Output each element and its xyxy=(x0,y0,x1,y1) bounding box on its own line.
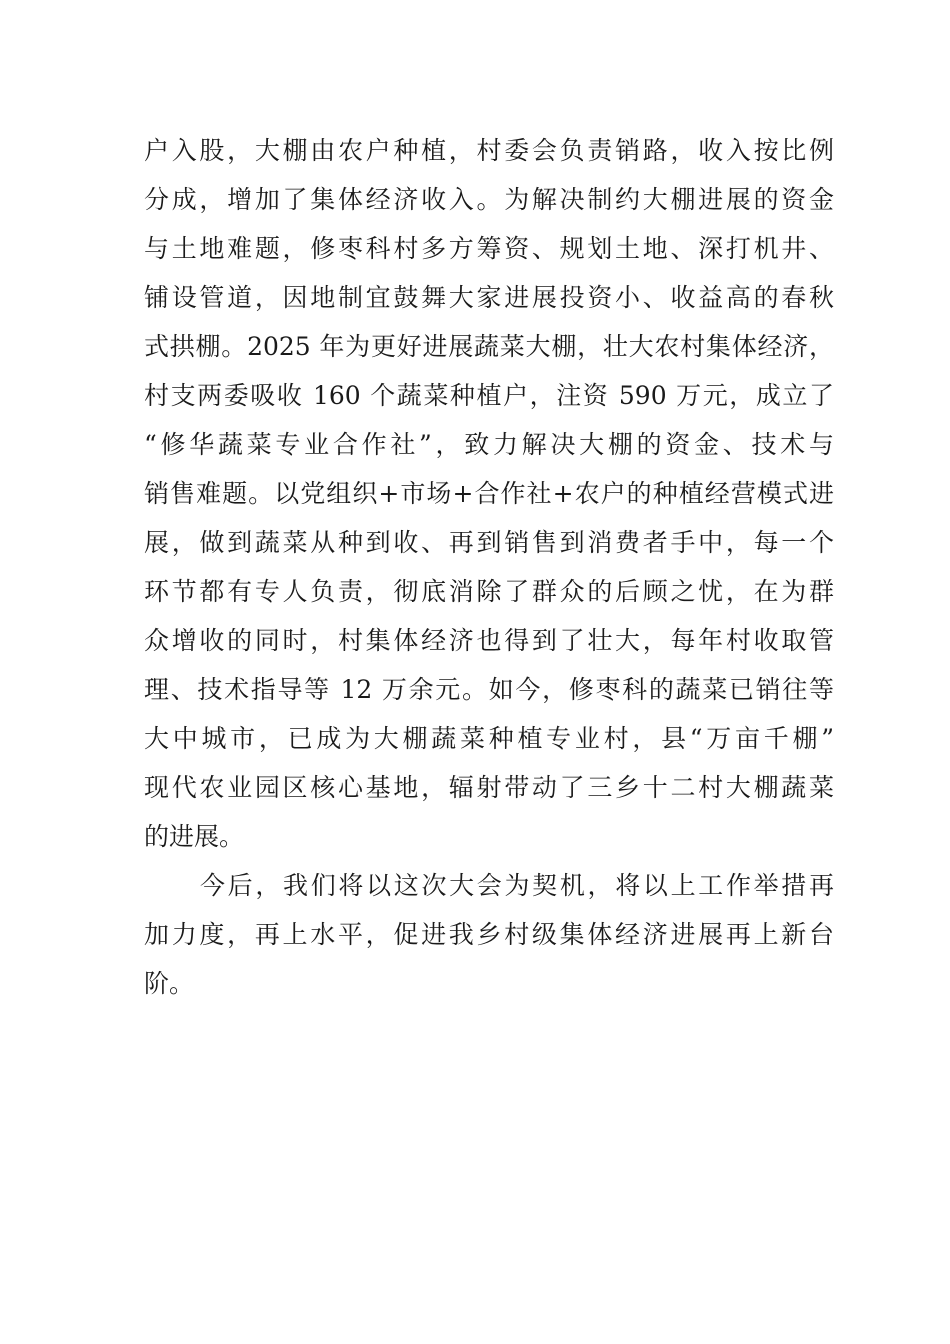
text-line: 村支两委吸收 160 个蔬菜种植户，注资 590 万元，成立了 xyxy=(144,381,834,410)
text-line: 的进展。 xyxy=(144,822,245,851)
text-line: 理、技术指导等 12 万余元。如今，修枣科的蔬菜已销往等 xyxy=(144,675,834,704)
text-line: 分成，增加了集体经济收入。为解决制约大棚进展的资金 xyxy=(144,185,834,214)
text-line: 式拱棚。2025 年为更好进展蔬菜大棚，壮大农村集体经济， xyxy=(144,332,834,361)
text-line: 阶。 xyxy=(144,969,195,998)
text-line: 今后，我们将以这次大会为契机，将以上工作举措再 xyxy=(200,871,834,900)
text-line: 加力度，再上水平，促进我乡村级集体经济进展再上新台 xyxy=(144,920,834,949)
text-line: 展，做到蔬菜从种到收、再到销售到消费者手中，每一个 xyxy=(144,528,834,557)
text-line: 众增收的同时，村集体经济也得到了壮大，每年村收取管 xyxy=(144,626,834,655)
text-line: “修华蔬菜专业合作社”，致力解决大棚的资金、技术与 xyxy=(144,430,834,459)
text-line: 铺设管道，因地制宜鼓舞大家进展投资小、收益高的春秋 xyxy=(144,283,834,312)
body-text xyxy=(144,126,834,1008)
text-line: 大中城市，已成为大棚蔬菜种植专业村，县“万亩千棚” xyxy=(144,724,834,753)
text-line: 现代农业园区核心基地，辐射带动了三乡十二村大棚蔬菜 xyxy=(144,773,834,802)
text-line: 与土地难题，修枣科村多方筹资、规划土地、深打机井、 xyxy=(144,234,834,263)
text-line: 环节都有专人负责，彻底消除了群众的后顾之忧，在为群 xyxy=(144,577,834,606)
text-line: 户入股，大棚由农户种植，村委会负责销路，收入按比例 xyxy=(144,136,834,165)
text-line: 销售难题。以党组织+市场+合作社+农户的种植经营模式进 xyxy=(144,479,834,508)
